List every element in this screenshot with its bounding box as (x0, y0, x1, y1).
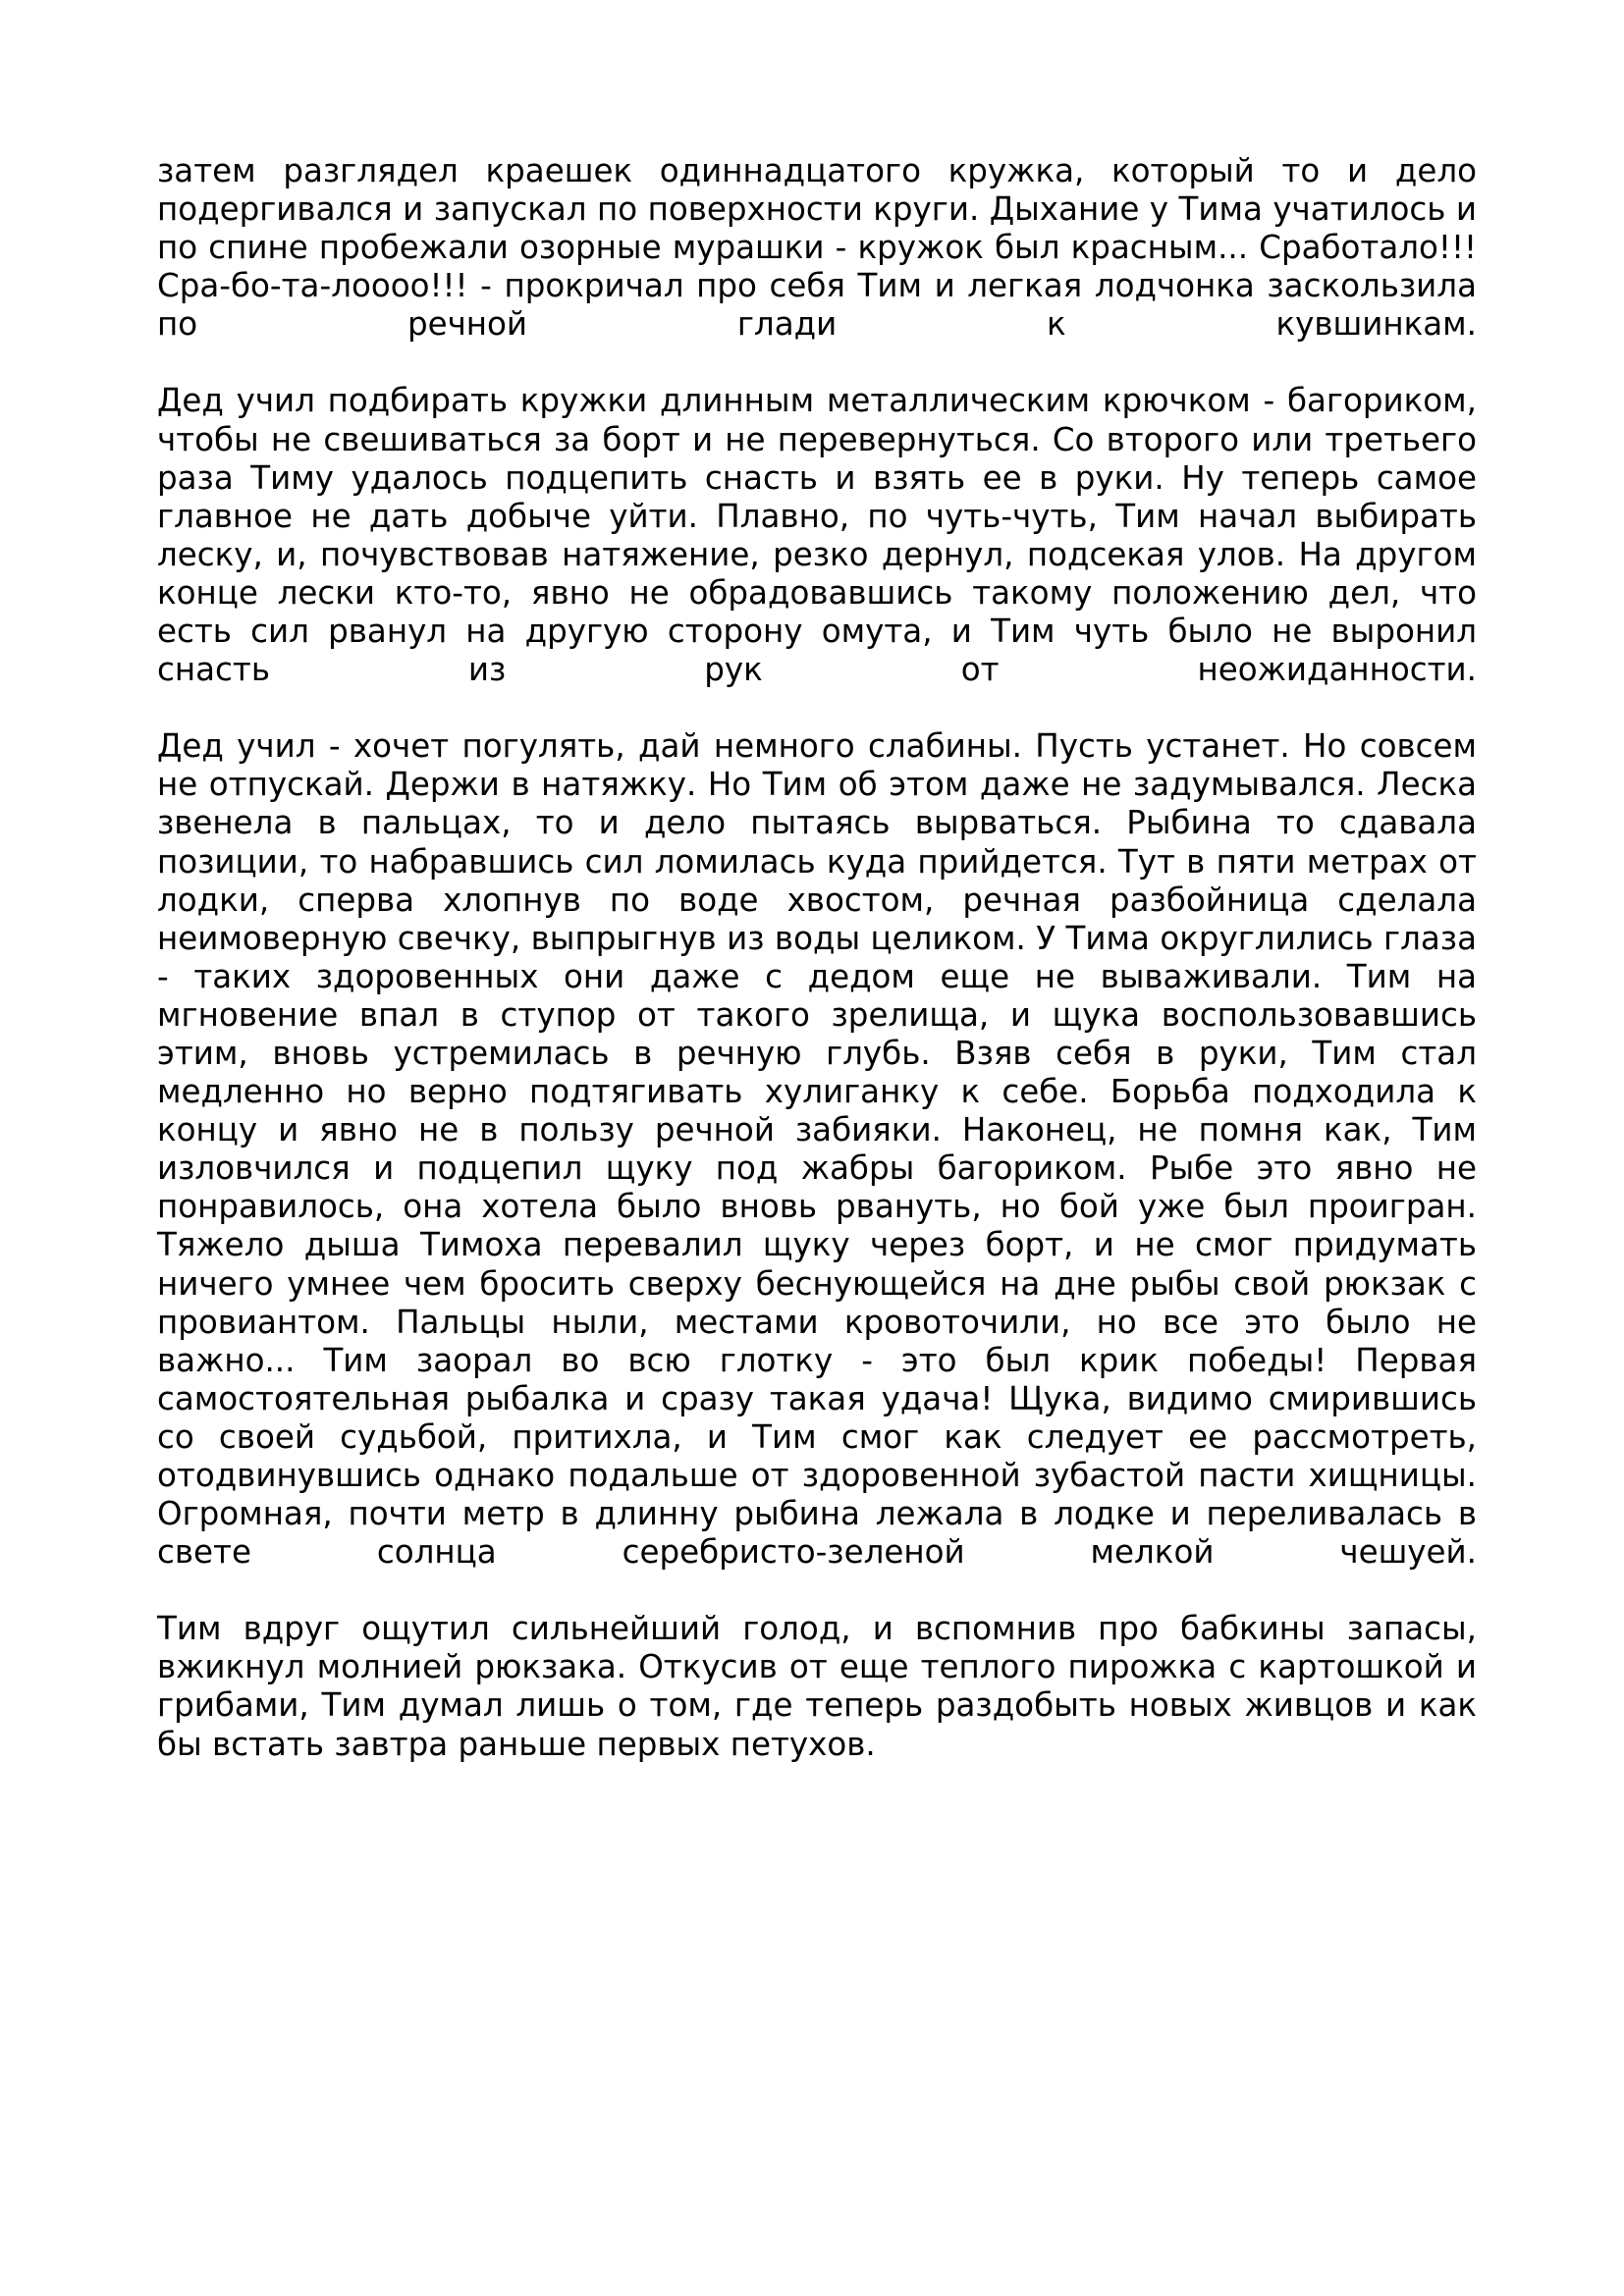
paragraph-1: затем разглядел краешек одиннадцатого кружка, который то и дело подергивался и запускал по поверхности круги. Дыхание у Тима учатилось и по спине пробежали озорные мурашки - кружок был красным... Сработало!!! Сра-бо-та-лоооо!!! - прокричал про себя Тим и легкая лодчонка заскользила по речной глади к кувшинкам. (157, 152, 1477, 344)
document-page (157, 152, 1477, 1802)
paragraph-3: Дед учил - хочет погулять, дай немного слабины. Пусть устанет. Но совсем не отпускай. Держи в натяжку. Но Тим об этом даже не задумывался. Леска звенела в пальцах, то и дело пытаясь вырваться. Рыбина то сдавала позиции, то набравшись сил ломилась куда прийдется. Тут в пяти метрах от лодки, сперва хлопнув по воде хвостом, речная разбойница сделала неимоверную свечку, выпрыгнув из воды целиком. У Тима округлились глаза - таких здоровенных они даже с дедом еще не вываживали. Тим на мгновение впал в ступор от такого зрелища, и щука воспользовавшись этим, вновь устремилась в речную глубь. Взяв себя в руки, Тим стал медленно но верно подтягивать хулиганку к себе. Борьба подходила к концу и явно не в пользу речной забияки. Наконец, не помня как, Тим изловчился и подцепил щуку под жабры багориком. Рыбе это явно не понравилось, она хотела было вновь рвануть, но бой уже был проигран. Тяжело дыша Тимоха перевалил щуку через борт, и не смог придумать ничего умнее чем бросить сверху беснующейся на дне рыбы свой рюкзак с провиантом. Пальцы ныли, местами кровоточили, но все это было не важно... Тим заорал во всю глотку - это был крик победы! Первая самостоятельная рыбалка и сразу такая удача! Щука, видимо смирившись со своей судьбой, притихла, и Тим смог как следует ее рассмотреть, отодвинувшись однако подальше от здоровенной зубастой пасти хищницы. Огромная, почти метр в длинну рыбина лежала в лодке и переливалась в свете солнца серебристо-зеленой мелкой чешуей. (157, 727, 1477, 1572)
paragraph-2: Дед учил подбирать кружки длинным металлическим крючком - багориком, чтобы не свешиваться за борт и не перевернуться. Со второго или третьего раза Тиму удалось подцепить снасть и взять ее в руки. Ну теперь самое главное не дать добыче уйти. Плавно, по чуть-чуть, Тим начал выбирать леску, и, почувствовав натяжение, резко дернул, подсекая улов. На другом конце лески кто-то, явно не обрадовавшись такому положению дел, что есть сил рванул на другую сторону омута, и Тим чуть было не выронил снасть из рук от неожиданности. (157, 382, 1477, 689)
paragraph-4: Тим вдруг ощутил сильнейший голод, и вспомнив про бабкины запасы, вжикнул молнией рюкзака. Откусив от еще теплого пирожка с картошкой и грибами, Тим думал лишь о том, где теперь раздобыть новых живцов и как бы встать завтра раньше первых петухов. (157, 1610, 1477, 1763)
